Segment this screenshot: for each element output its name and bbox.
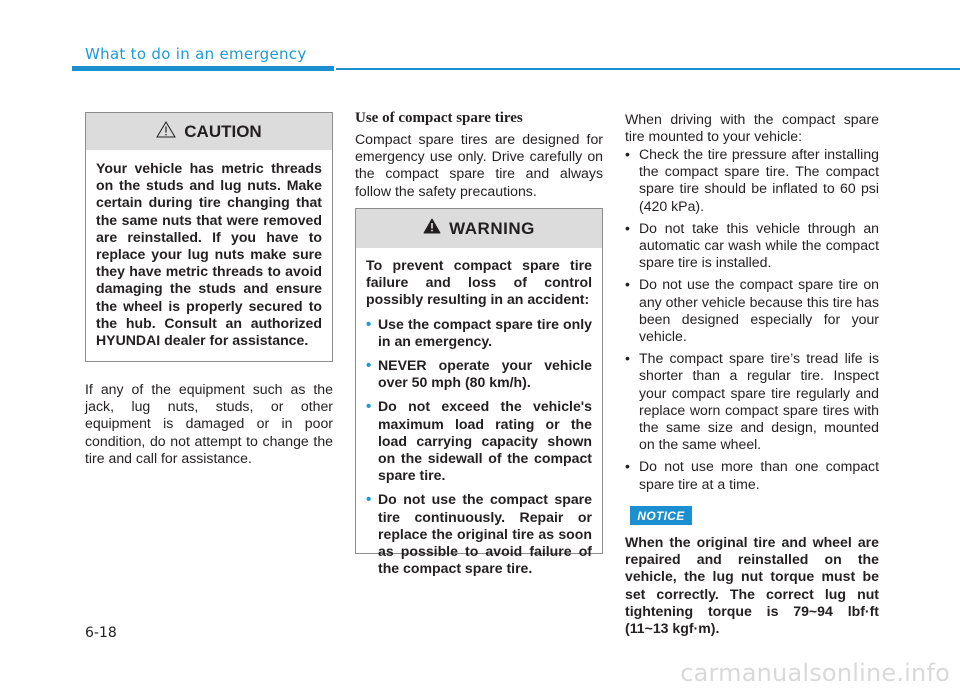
precaution-item: • Do not use more than one compact spare tire at a time.	[625, 458, 879, 492]
caution-header	[86, 113, 332, 150]
precaution-item: • Do not take this vehicle through an automatic car wash while the compact spare tire is installed.	[625, 220, 879, 272]
warning-title: WARNING	[449, 218, 535, 238]
precaution-item: • Check the tire pressure after installing the compact spare tire. The compact spare tire should be inflated to 60 psi (420 kPa).	[625, 146, 879, 215]
notice-badge: NOTICE	[630, 506, 692, 525]
warning-intro: To prevent compact spare tire failure and loss of control possibly resulting in an accident:	[366, 257, 592, 308]
warning-item: • Use the compact spare tire only in an emergency.	[366, 316, 592, 350]
warning-body	[356, 248, 602, 592]
driving-intro: When driving with the compact spare tire mounted to your vehicle:	[625, 111, 879, 145]
spare-tire-paragraph: Compact spare tires are designed for emergency use only. Drive carefully on the compact spare tire and always follow the safety precautions.	[355, 131, 603, 199]
precaution-item: • The compact spare tire’s tread life is shorter than a regular tire. Inspect your compact spare tire regularly and replace worn compact spare tires with the same size and design, mounted on the same wheel.	[625, 350, 879, 453]
header-rule-thick	[72, 66, 334, 71]
warning-header	[356, 209, 602, 248]
precaution-item: • Do not use the compact spare tire on any other vehicle because this tire has been designed especially for your vehicle.	[625, 276, 879, 345]
section-heading: Use of compact spare tires	[355, 110, 523, 126]
caution-triangle-icon	[156, 121, 176, 143]
warning-item: • NEVER operate your vehicle over 50 mph (80 km/h).	[366, 357, 592, 391]
warning-triangle-icon	[423, 218, 441, 239]
equipment-paragraph: If any of the equipment such as the jack, lug nuts, studs, or other equipment is damaged or in poor condition, do not attempt to change the tire and call for assistance.	[85, 381, 333, 466]
precaution-list	[625, 146, 879, 498]
watermark: carmanualsonline.info	[680, 659, 950, 687]
section-title: What to do in an emergency	[85, 45, 307, 63]
page-number: 6-18	[85, 625, 117, 641]
warning-list	[366, 316, 592, 578]
warning-box	[355, 208, 603, 577]
caution-box	[85, 112, 333, 362]
warning-item: • Do not exceed the vehicle's maximum load rating or the load carrying capacity shown on the sidewall of the compact spare tire.	[366, 398, 592, 484]
warning-item: • Do not use the compact spare tire continuously. Repair or replace the original tire as soon as possible to avoid failure of the compact spare tire.	[366, 491, 592, 577]
notice-text: When the original tire and wheel are repaired and reinstalled on the vehicle, the lug nut torque must be set correctly. The correct lug nut tightening torque is 79~94 lbf·ft (11~13 kgf·m).	[625, 534, 879, 637]
header-rule-thin	[336, 68, 960, 70]
caution-body: Your vehicle has metric threads on the studs and lug nuts. Make certain during tire changing that the same nuts that were removed are reinstalled. If you have to replace your lug nuts make sure they have metric threads to avoid damaging the studs and ensure the wheel is properly secured to the hub. Consult an authorized HYUNDAI dealer for assistance.	[96, 160, 322, 349]
caution-title: CAUTION	[184, 121, 262, 141]
